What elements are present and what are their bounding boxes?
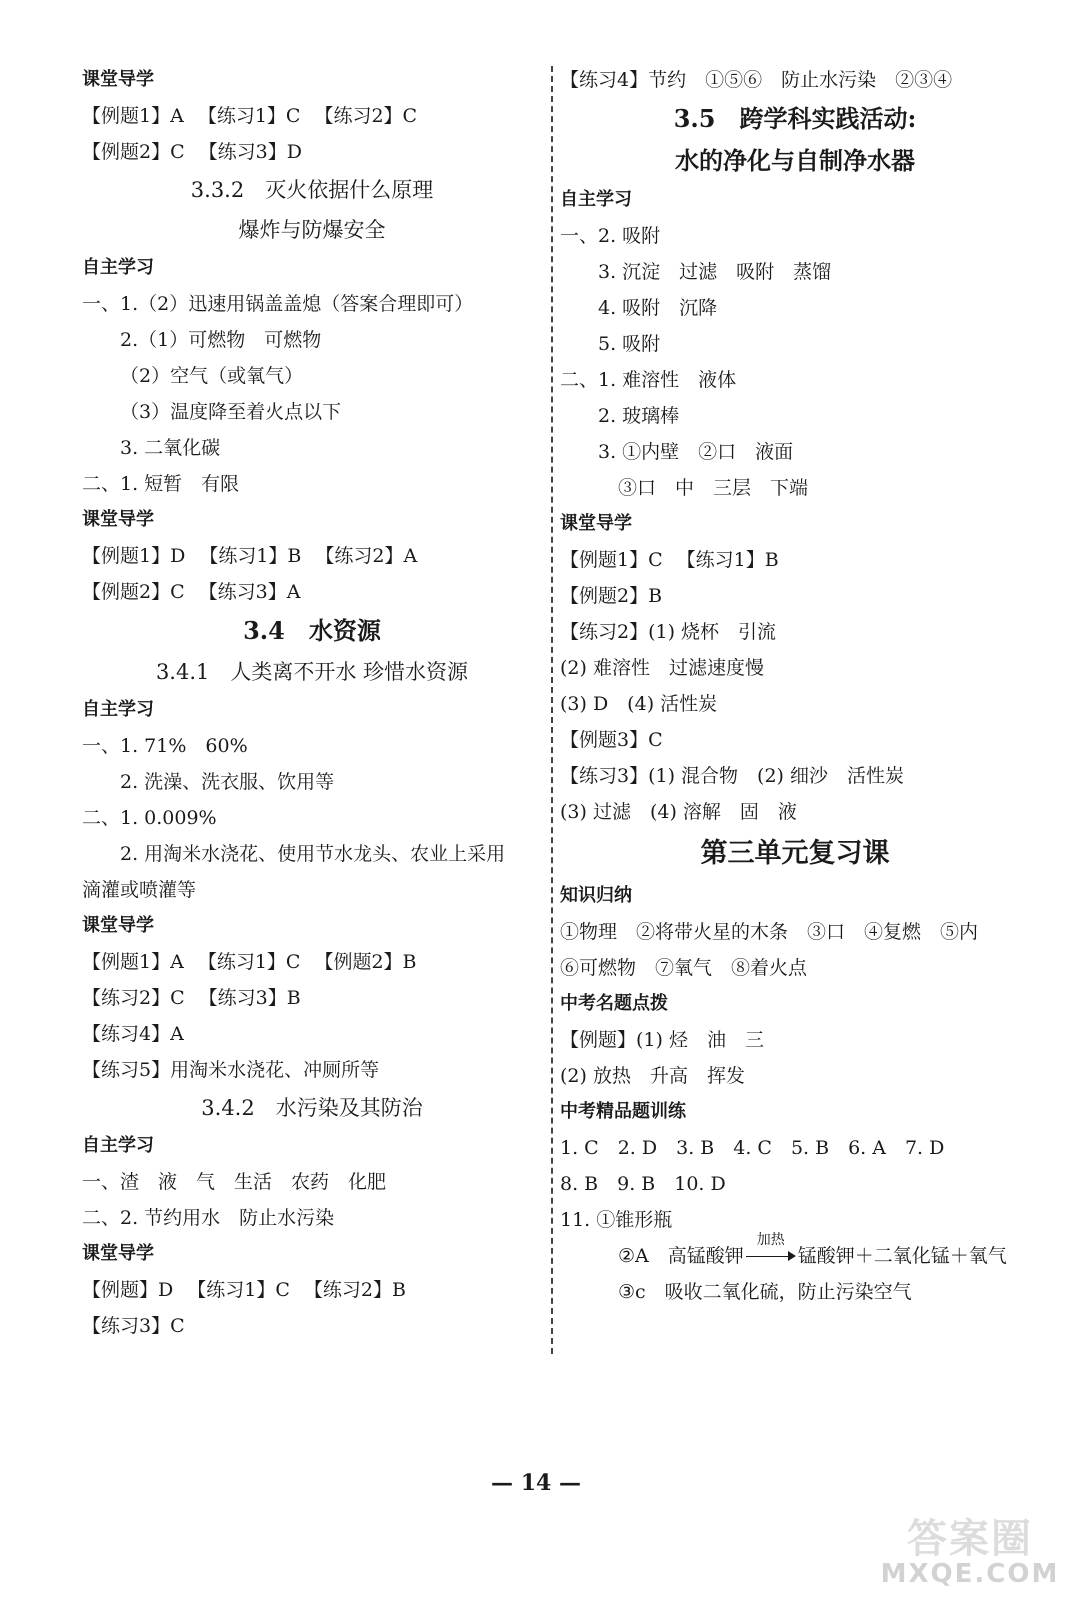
- answer-line: 一、2. 吸附: [560, 225, 661, 247]
- answer-item: 【例题2】B: [314, 951, 417, 973]
- section-heading: 课堂导学: [82, 1243, 154, 1264]
- section-title: 第三单元复习课: [700, 838, 890, 869]
- answer-item: 【练习2】A: [315, 545, 418, 567]
- reaction-arrow-icon: [746, 1232, 796, 1267]
- section-title: 3.4.1 人类离不开水 珍惜水资源: [155, 660, 469, 684]
- answer-item: 【练习1】C: [197, 951, 301, 973]
- left-column: [82, 62, 542, 1344]
- reaction-condition: 加热: [756, 1232, 785, 1248]
- answer-line: (3) 过滤 (4) 溶解 固 液: [560, 801, 797, 823]
- answer-item: 【例题】D: [82, 1279, 174, 1301]
- section-title: 3.4.2 水污染及其防治: [201, 1096, 423, 1120]
- answer-line: 3. ①内壁 ②口 液面: [598, 441, 794, 463]
- answer-line: 二、2. 节约用水 防止水污染: [82, 1207, 335, 1229]
- answer-row: [82, 1272, 542, 1308]
- answer-line: (3) D (4) 活性炭: [560, 693, 718, 715]
- section-heading: 自主学习: [82, 257, 154, 278]
- answer-line: （3）温度降至着火点以下: [120, 401, 342, 423]
- answer-line: 4. 吸附 沉降: [598, 297, 718, 319]
- answer-line: 【练习4】A: [82, 1023, 184, 1045]
- section-heading: 自主学习: [82, 699, 154, 720]
- answer-item: 【例题2】C: [82, 581, 185, 603]
- answer-line: 【练习3】(1) 混合物 (2) 细沙 活性炭: [560, 765, 904, 787]
- watermark-bottom-text: MXQE.COM: [880, 1559, 1060, 1589]
- section-heading: 自主学习: [560, 189, 632, 210]
- answer-item: 【例题1】A: [82, 951, 184, 973]
- section-heading: 自主学习: [82, 1135, 154, 1156]
- answer-line: 2. 洗澡、洗衣服、饮用等: [120, 771, 335, 793]
- column-divider: [551, 66, 553, 1354]
- answer-line: 【练习5】用淘米水浇花、冲厕所等: [82, 1059, 380, 1081]
- answer-line: ③口 中 三层 下端: [618, 477, 809, 499]
- answer-line: ①物理 ②将带火星的木条 ③口 ④复燃 ⑤内: [560, 921, 979, 943]
- answer-row: [82, 538, 542, 574]
- watermark-top-text: 答案圈: [907, 1516, 1033, 1562]
- page-number: — 14 —: [491, 1470, 581, 1496]
- answer-line: 【例题3】C: [560, 729, 663, 751]
- answer-line: 2. 用淘米水浇花、使用节水龙头、农业上采用: [120, 843, 506, 865]
- answer-line: 【例题】(1) 烃 油 三: [560, 1029, 764, 1051]
- answer-row: [82, 98, 542, 134]
- section-title: 水的净化与自制净水器: [675, 146, 915, 175]
- answer-line: 2.（1）可燃物 可燃物: [120, 329, 322, 351]
- answer-item: 【练习1】B: [199, 545, 302, 567]
- watermark-logo: [880, 1505, 1060, 1595]
- answer-item: 【例题2】C: [82, 141, 185, 163]
- section-heading: 知识归纳: [560, 885, 632, 906]
- answer-line: 5. 吸附: [598, 333, 661, 355]
- answer-row: [82, 574, 542, 610]
- answer-line: 二、1. 0.009%: [82, 807, 217, 829]
- answer-line: 3. 二氧化碳: [120, 437, 221, 459]
- answer-line: 【练习2】(1) 烧杯 引流: [560, 621, 777, 643]
- answer-row: [82, 134, 542, 170]
- answer-line: 【练习3】C: [82, 1315, 185, 1337]
- answer-item: 【练习1】C: [187, 1279, 290, 1301]
- answer-line: 【例题2】B: [560, 585, 663, 607]
- answer-line: 二、1. 难溶性 液体: [560, 369, 737, 391]
- answer-item: 【练习1】C: [197, 105, 301, 127]
- answer-item: 【练习3】B: [198, 987, 301, 1009]
- answer-line: 一、1.（2）迅速用锅盖盖熄（答案合理即可）: [82, 293, 474, 315]
- answer-item: 【练习3】A: [198, 581, 301, 603]
- answer-row: [560, 542, 1030, 578]
- section-heading: 课堂导学: [560, 513, 632, 534]
- section-heading: 课堂导学: [82, 69, 154, 90]
- answer-line: 【练习4】节约 ①⑤⑥ 防止水污染 ②③④: [560, 69, 953, 91]
- answer-row: [82, 980, 542, 1016]
- answer-line: (2) 难溶性 过滤速度慢: [560, 657, 764, 679]
- answer-item: 【练习2】C: [314, 105, 418, 127]
- section-heading: 课堂导学: [82, 509, 154, 530]
- answer-item: 【练习2】C: [82, 987, 185, 1009]
- section-heading: 课堂导学: [82, 915, 154, 936]
- right-column: [560, 62, 1030, 1310]
- section-heading: 中考名题点拨: [560, 993, 668, 1014]
- section-title: 爆炸与防爆安全: [238, 218, 386, 242]
- answer-item: 【例题1】C: [560, 549, 663, 571]
- answer-line: 11. ①锥形瓶: [560, 1209, 673, 1231]
- product-text: 锰酸钾＋二氧化锰＋氧气: [797, 1245, 1007, 1267]
- answer-line: 二、1. 短暂 有限: [82, 473, 240, 495]
- answer-row: [82, 944, 542, 980]
- answer-line: 一、1. 71% 60%: [82, 735, 248, 757]
- answer-item: 【例题1】D: [82, 545, 186, 567]
- answer-item: 【练习3】D: [198, 141, 302, 163]
- answer-line: 2. 玻璃棒: [598, 405, 680, 427]
- answer-line: 一、渣 液 气 生活 农药 化肥: [82, 1171, 387, 1193]
- section-title: 3.3.2 灭火依据什么原理: [190, 178, 434, 202]
- answer-line: ⑥可燃物 ⑦氧气 ⑧着火点: [560, 957, 808, 979]
- section-title: 3.5 跨学科实践活动:: [673, 104, 917, 133]
- answer-line: 1. C 2. D 3. B 4. C 5. B 6. A 7. D: [560, 1137, 945, 1159]
- answer-line: 8. B 9. B 10. D: [560, 1173, 726, 1195]
- answer-item: 【练习1】B: [676, 549, 779, 571]
- answer-line: 滴灌或喷灌等: [82, 879, 197, 901]
- answer-item: 【练习2】B: [303, 1279, 406, 1301]
- reaction-equation: [560, 1232, 1030, 1274]
- answer-line: 3. 沉淀 过滤 吸附 蒸馏: [598, 261, 832, 283]
- section-heading: 中考精品题训练: [560, 1101, 686, 1122]
- answer-line: (2) 放热 升高 挥发: [560, 1065, 745, 1087]
- reactant-text: ②A 高锰酸钾: [618, 1245, 744, 1267]
- answer-item: 【例题1】A: [82, 105, 184, 127]
- section-title: 3.4 水资源: [243, 616, 381, 645]
- answer-line: ③c 吸收二氧化硫，防止污染空气: [618, 1281, 912, 1303]
- answer-line: （2）空气（或氧气）: [120, 365, 304, 387]
